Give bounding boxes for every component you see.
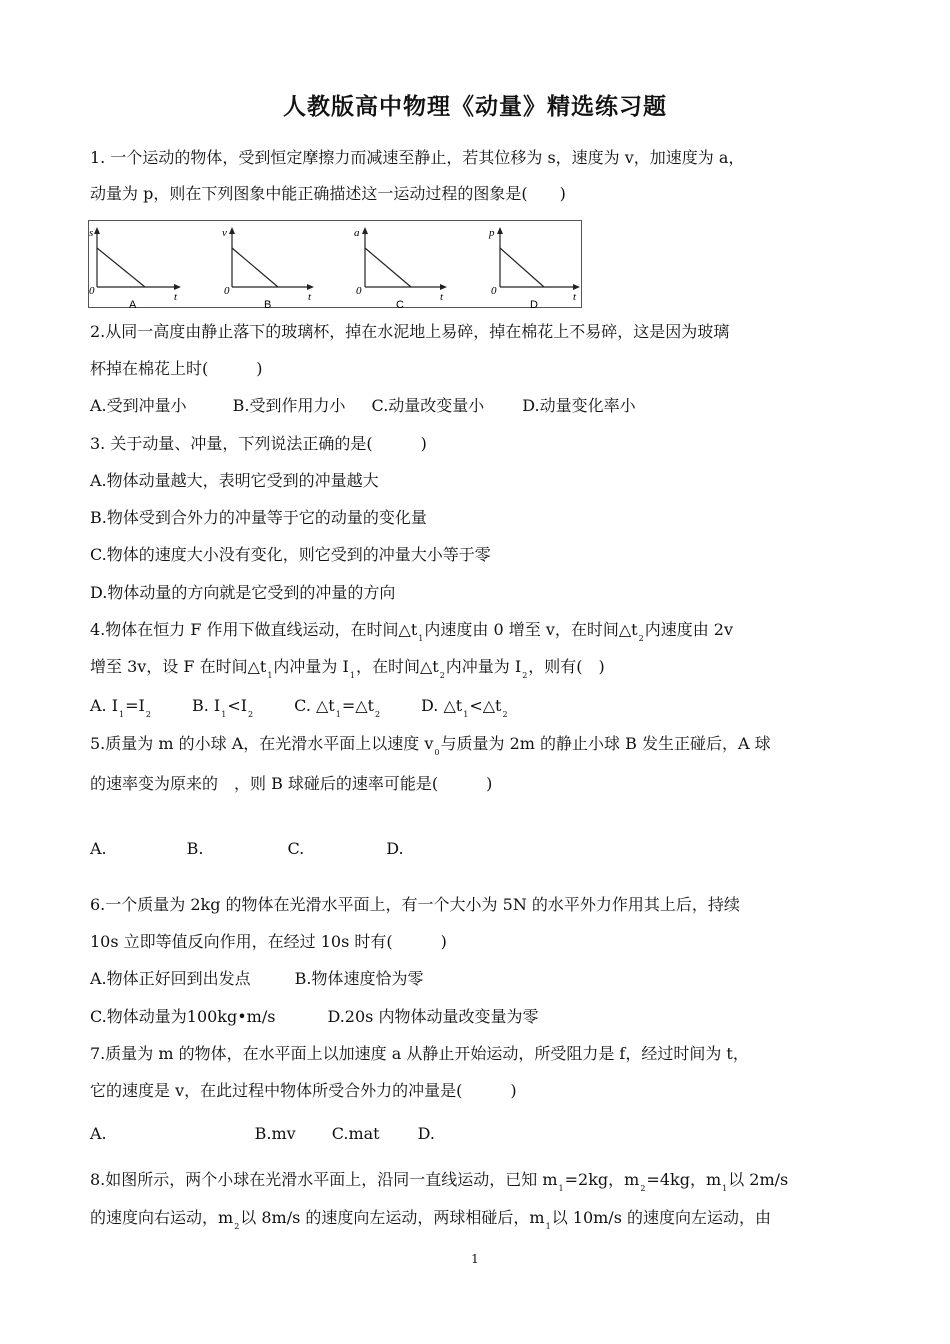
graph-b bbox=[222, 227, 314, 309]
q5-stem-line-1 bbox=[90, 734, 771, 757]
q5-option-a: A. bbox=[90, 839, 107, 858]
q5-stem-line-2: 的速率变为原来的 ，则 B 球碰后的速率可能是( ) bbox=[90, 774, 493, 793]
page-number: 1 bbox=[471, 1252, 479, 1266]
q4-text: 内冲量为 I bbox=[273, 657, 349, 676]
graph-d bbox=[488, 227, 580, 309]
subscript: 2 bbox=[439, 671, 445, 680]
q5-option-b: B. bbox=[186, 839, 204, 858]
graph-b-ylabel: v bbox=[222, 227, 227, 239]
q2-option-b: B.受到作用力小 bbox=[232, 396, 346, 415]
q6-options-row-2 bbox=[90, 1007, 538, 1027]
q2-stem-line-2: 杯掉在棉花上时( ) bbox=[90, 359, 263, 378]
q6-option-b: B.物体速度恰为零 bbox=[294, 969, 424, 988]
q4-stem-line-2 bbox=[90, 657, 605, 680]
q3-option-d: D.物体动量的方向就是它受到的冲量的方向 bbox=[90, 583, 396, 602]
q4-stem-line-1 bbox=[90, 620, 733, 643]
subscript: 1 bbox=[558, 1184, 564, 1193]
q6-option-c: C.物体动量为100kg•m/s bbox=[90, 1007, 276, 1026]
q7-option-c: C.mat bbox=[331, 1124, 380, 1143]
q3-stem: 3. 关于动量、冲量，下列说法正确的是( ) bbox=[90, 434, 427, 453]
q4-option-a: A. $I_1=I_2$ bbox=[90, 696, 151, 719]
q7-options bbox=[90, 1124, 435, 1144]
q7-option-d: D. bbox=[417, 1124, 435, 1143]
q8-text: 以 2m/s bbox=[728, 1170, 789, 1189]
q5-option-c: C. bbox=[287, 839, 305, 858]
q8-text: 以 10m/s 的速度向左运动，由 bbox=[551, 1208, 771, 1227]
q7-option-b: B.mv bbox=[254, 1124, 296, 1143]
q5-option-d: D. bbox=[386, 839, 404, 858]
q2-option-c: C.动量改变量小 bbox=[371, 396, 485, 415]
graph-c-origin: 0 bbox=[356, 285, 362, 297]
q2-options bbox=[90, 396, 636, 416]
graph-a-option: A bbox=[129, 299, 137, 309]
subscript: 1 bbox=[349, 671, 355, 680]
q3-option-c: C.物体的速度大小没有变化，则它受到的冲量大小等于零 bbox=[90, 545, 491, 564]
q6-stem-line-2: 10s 立即等值反向作用，在经过 10s 时有( ) bbox=[90, 932, 447, 951]
subscript: 0 bbox=[434, 748, 440, 757]
q5-text: 与质量为 2m 的静止小球 B 发生正碰后，A 球 bbox=[440, 734, 771, 753]
q4-option-c: C. $\triangle t_1=\triangle t_2$ bbox=[294, 696, 381, 719]
q1-graphs-svg bbox=[89, 221, 583, 309]
q6-options-row-1 bbox=[90, 969, 424, 989]
q4-option-b: B. $I_1<I_2$ bbox=[191, 696, 254, 719]
graph-d-xlabel: t bbox=[573, 291, 577, 303]
graph-b-xlabel: t bbox=[308, 291, 312, 303]
q2-option-d: D.动量变化率小 bbox=[522, 396, 636, 415]
q7-option-a: A. bbox=[90, 1124, 107, 1143]
q4-options bbox=[90, 696, 509, 719]
q3-option-a: A.物体动量越大，表明它受到的冲量越大 bbox=[90, 471, 379, 490]
q6-stem-line-1: 6.一个质量为 2kg 的物体在光滑水平面上，有一个大小为 5N 的水平外力作用其上后，持续 bbox=[90, 895, 740, 914]
subscript: 1 bbox=[722, 1184, 728, 1193]
graph-a-xlabel: t bbox=[174, 291, 178, 303]
q8-text: =2kg，m bbox=[564, 1170, 640, 1189]
graph-c-ylabel: a bbox=[354, 227, 360, 239]
q5-options bbox=[90, 839, 404, 859]
graph-b-option: B bbox=[264, 299, 272, 309]
q6-option-a: A.物体正好回到出发点 bbox=[90, 969, 251, 988]
q1-stem-line-2: 动量为 p，则在下列图象中能正确描述这一运动过程的图象是( ) bbox=[90, 184, 566, 203]
q8-text: =4kg，m bbox=[646, 1170, 722, 1189]
graph-a-origin: 0 bbox=[89, 285, 95, 297]
graph-c bbox=[354, 227, 447, 309]
q1-stem-line-1: 1. 一个运动的物体，受到恒定摩擦力而减速至静止，若其位移为 s，速度为 v，加速度为 a， bbox=[90, 148, 745, 167]
q4-text: 内速度由 0 增至 v，在时间△t bbox=[424, 620, 638, 639]
graph-c-xlabel: t bbox=[440, 291, 444, 303]
subscript: 1 bbox=[418, 634, 424, 643]
page-title: 人教版高中物理《动量》精选练习题 bbox=[283, 94, 667, 120]
q8-text: 8.如图所示，两个小球在光滑水平面上，沿同一直线运动，已知 m bbox=[90, 1170, 558, 1189]
graph-a bbox=[89, 227, 181, 309]
q8-text: 的速度向右运动，m bbox=[90, 1208, 234, 1227]
q4-option-d: D. $\triangle t_1<\triangle t_2$ bbox=[421, 696, 508, 719]
q4-text: 内速度由 2v bbox=[644, 620, 733, 639]
graph-b-origin: 0 bbox=[224, 285, 230, 297]
subscript: 2 bbox=[522, 671, 528, 680]
graph-c-option: C bbox=[396, 299, 404, 309]
q8-text: 以 8m/s 的速度向左运动，两球相碰后，m bbox=[240, 1208, 545, 1227]
q4-text: ，在时间△t bbox=[355, 657, 439, 676]
subscript: 1 bbox=[267, 671, 273, 680]
q7-stem-line-1: 7.质量为 m 的物体，在水平面上以加速度 a 从静止开始运动，所受阻力是 f，经过时间为 t， bbox=[90, 1044, 749, 1063]
q4-text: 内冲量为 I bbox=[445, 657, 522, 676]
q8-stem-line-1 bbox=[90, 1170, 788, 1193]
q2-stem-line-1: 2.从同一高度由静止落下的玻璃杯，掉在水泥地上易碎，掉在棉花上不易碎，这是因为玻璃 bbox=[90, 322, 730, 341]
q6-option-d: D.20s 内物体动量改变量为零 bbox=[327, 1007, 539, 1026]
q4-text: ，则有( ) bbox=[528, 657, 605, 676]
graph-d-option: D bbox=[530, 299, 538, 309]
q1-graphs-figure bbox=[88, 220, 582, 308]
q7-stem-line-2: 它的速度是 v，在此过程中物体所受合外力的冲量是( ) bbox=[90, 1081, 517, 1100]
q3-option-b: B.物体受到合外力的冲量等于它的动量的变化量 bbox=[90, 508, 427, 527]
subscript: 2 bbox=[640, 1184, 646, 1193]
subscript: 2 bbox=[234, 1222, 240, 1231]
graph-d-ylabel: p bbox=[489, 227, 495, 239]
q2-option-a: A.受到冲量小 bbox=[90, 396, 187, 415]
q8-stem-line-2 bbox=[90, 1208, 771, 1231]
graph-a-ylabel: s bbox=[89, 227, 94, 239]
q5-text: 5.质量为 m 的小球 A，在光滑水平面上以速度 v bbox=[90, 734, 434, 753]
subscript: 2 bbox=[638, 634, 644, 643]
q4-text: 4.物体在恒力 F 作用下做直线运动，在时间△t bbox=[90, 620, 418, 639]
subscript: 1 bbox=[545, 1222, 551, 1231]
graph-d-origin: 0 bbox=[491, 285, 497, 297]
q4-text: 增至 3v，设 F 在时间△t bbox=[90, 657, 267, 676]
